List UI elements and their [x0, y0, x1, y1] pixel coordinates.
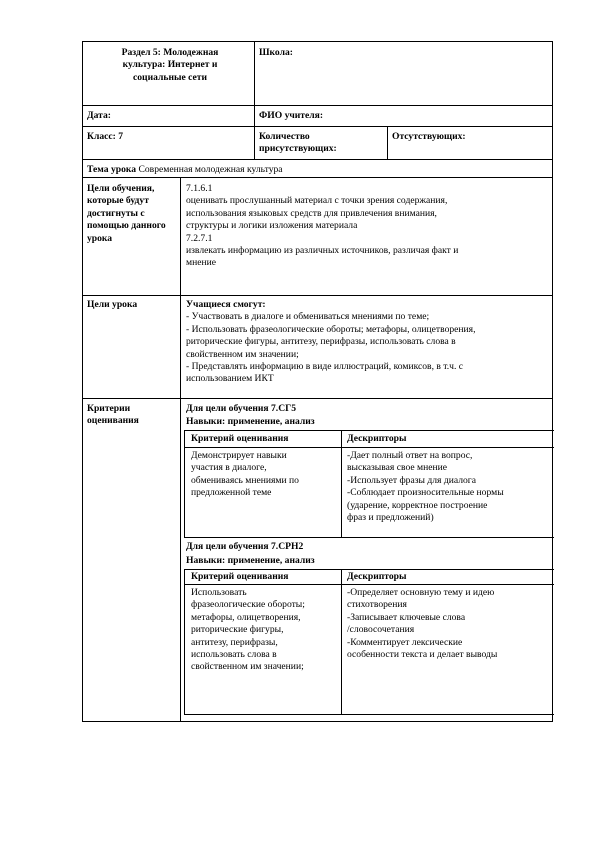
table-border-top: [82, 41, 553, 42]
descriptor-line: -Комментирует лексические: [347, 636, 463, 648]
row-divider: [82, 177, 553, 178]
goal-line: - Использовать фразеологические обороты; метафоры, олицетворения,: [186, 323, 476, 335]
assessment-block-title: Для цели обучения 7.СГ5: [186, 403, 297, 414]
descriptor-line: -Соблюдает произносительные нормы: [347, 487, 504, 499]
row-divider: [82, 398, 553, 399]
inner-table-border: [341, 569, 342, 714]
objective-line: извлекать информацию из различных источников, различая факт и: [186, 245, 459, 257]
objective-line: структуры и логики изложения материала: [186, 220, 358, 232]
goal-line: - Представлять информацию в виде иллюстраций, комиксов, в т.ч. с: [186, 361, 464, 373]
inner-table-border: [184, 430, 554, 431]
criterion-line: участия в диалоге,: [191, 462, 267, 474]
row-divider: [82, 126, 553, 127]
lesson-goals-intro: Учащиеся смогут:: [186, 299, 266, 310]
assessment-block-title: Для цели обучения 7.СРН2: [186, 541, 304, 552]
objective-line: мнение: [186, 257, 216, 269]
row-divider: [82, 159, 553, 160]
descriptor-line: (ударение, корректное построение: [347, 499, 488, 511]
objective-line: 7.1.6.1: [186, 183, 213, 194]
goal-line: риторические фигуры, антитезу, перифразы, использовать слова в: [186, 336, 456, 348]
descriptor-line: -Дает полный ответ на вопрос,: [347, 450, 473, 461]
descriptor-line: -Использует фразы для диалога: [347, 474, 476, 486]
inner-table-border: [341, 430, 342, 537]
inner-table-border: [184, 569, 554, 570]
descriptor-line: /словосочетания: [347, 624, 415, 636]
row-divider: [82, 105, 553, 106]
descriptor-line: -Записывает ключевые слова: [347, 611, 466, 623]
topic-label: Тема урока: [87, 164, 137, 175]
descriptors-text: [347, 450, 504, 524]
table-border-right: [552, 41, 553, 722]
goal-line: - Участвовать в диалоге и обмениваться мнениями по теме;: [186, 311, 430, 323]
criterion-line: использовать слова в: [191, 649, 277, 661]
topic-row: [87, 164, 283, 176]
criterion-text: [191, 587, 337, 674]
assessment-block-skills: Навыки: применение, анализ: [186, 555, 315, 566]
criterion-text: [191, 450, 299, 500]
descriptors-header: Дескрипторы: [347, 571, 407, 582]
section-title: Раздел 5: Молодежная культура: Интернет и социальные сети: [121, 47, 219, 83]
column-divider: [180, 177, 181, 721]
descriptor-line: высказывая свое мнение: [347, 462, 447, 474]
learning-objectives-label: Цели обучения, которые будут достигнуты с помощью данного урока: [87, 183, 166, 244]
lesson-goals-label: Цели урока: [87, 299, 138, 310]
objective-line: 7.2.7.1: [186, 232, 213, 244]
descriptor-line: стихотворения: [347, 599, 407, 611]
criterion-line: Демонстрирует навыки: [191, 450, 287, 461]
objective-line: использования языковых средств для привлечения внимания,: [186, 207, 437, 219]
descriptor-line: -Определяет основную тему и идею: [347, 587, 495, 598]
criterion-line: обмениваясь мнениями по: [191, 474, 299, 486]
table-border-bottom: [82, 721, 553, 722]
row-divider: [82, 295, 553, 296]
column-divider: [254, 41, 255, 159]
column-divider: [387, 126, 388, 159]
criterion-header: Критерий оценивания: [191, 571, 289, 582]
inner-table-border: [184, 430, 185, 537]
descriptors-header: Дескрипторы: [347, 433, 407, 444]
inner-table-border: [184, 537, 554, 538]
criterion-line: предложенной теме: [191, 487, 272, 499]
criterion-line: метафоры, олицетворения,: [191, 611, 301, 623]
descriptors-text: [347, 587, 497, 661]
goal-line: свойственном им значении;: [186, 348, 299, 360]
descriptor-line: особенности текста и делает выводы: [347, 649, 498, 661]
class-label: Класс: 7: [87, 131, 124, 142]
inner-table-border: [184, 714, 554, 715]
objective-line: оценивать прослушанный материал с точки зрения содержания,: [186, 195, 448, 207]
assessment-block-skills: Навыки: применение, анализ: [186, 416, 315, 427]
criterion-header: Критерий оценивания: [191, 433, 289, 444]
descriptor-line: фраз и предложений): [347, 512, 434, 524]
inner-table-border: [184, 569, 185, 714]
school-label: Школа:: [259, 47, 293, 58]
criterion-line: фразеологические обороты;: [191, 599, 305, 611]
inner-table-border: [184, 584, 554, 585]
criterion-line: Использовать: [191, 587, 247, 598]
inner-table-border: [184, 447, 554, 448]
criterion-line: риторические фигуры,: [191, 624, 284, 636]
teacher-label: ФИО учителя:: [259, 110, 324, 121]
goal-line: использованием ИКТ: [186, 373, 274, 385]
criterion-line: свойственном им значении;: [191, 661, 304, 673]
topic-value: Современная молодежная культура: [138, 164, 283, 175]
assessment-label: Критерии оценивания: [87, 403, 139, 427]
learning-objectives-text: [186, 183, 458, 270]
criterion-line: антитезу, перифразы,: [191, 636, 278, 648]
date-label: Дата:: [87, 110, 111, 121]
lesson-goals-text: [186, 299, 476, 386]
present-count-label: Количество присутствующих:: [259, 131, 337, 155]
table-border-left: [82, 41, 83, 722]
absent-label: Отсутствующих:: [392, 131, 466, 142]
